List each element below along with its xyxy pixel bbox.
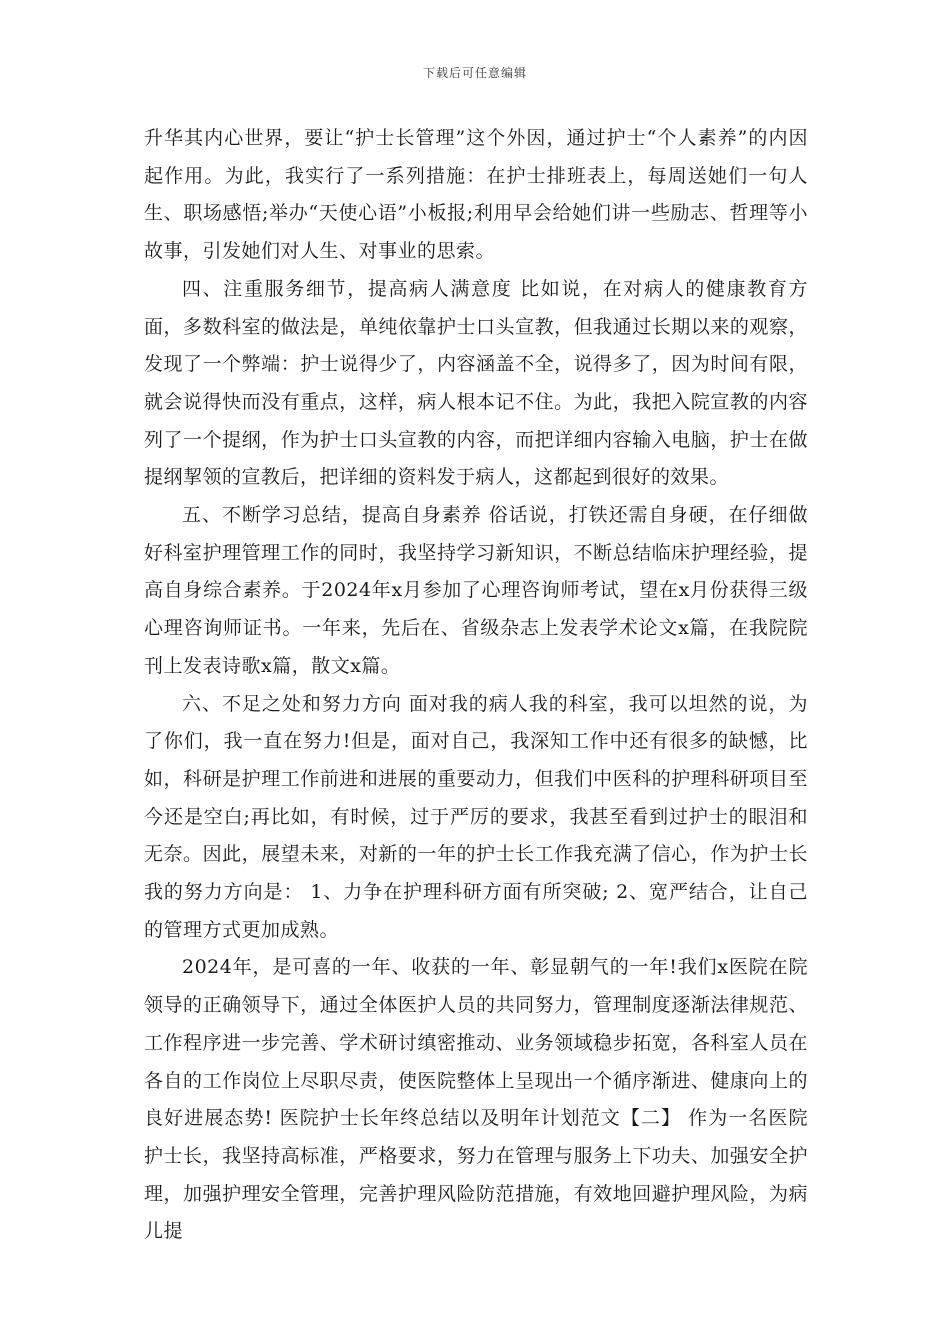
paragraph-2: 四、注重服务细节，提高病人满意度 比如说，在对病人的健康教育方面，多数科室的做法是，单纯依靠护士口头宣教，但我通过长期以来的观察，发现了一个弊端：护士说得少了，内容涵盖不全，说得多了，因为时间有限，就会说得快而没有重点，这样，病人根本记不住。为此，我把入院宣教的内容列了一个提纲，作为护士口头宣教的内容，而把详细内容输入电脑，护士在做提纲挈领的宣教后，把详细的资料发于病人，这都起到很好的效果。 bbox=[144, 277, 808, 489]
paragraph-4: 六、不足之处和努力方向 面对我的病人我的科室，我可以坦然的说，为了你们，我一直在努力!但是，面对自己，我深知工作中还有很多的缺憾，比如，科研是护理工作前进和进展的重要动力，但我们中医科的护理科研项目至今还是空白;再比如，有时候，过于严厉的要求，我甚至看到过护士的眼泪和无奈。因此，展望未来，对新的一年的护士长工作我充满了信心，作为护士长我的努力方向是： 1、力争在护理科研方面有所突破; 2、宽严结合，让自己的管理方式更加成熟。 bbox=[144, 692, 808, 941]
paragraph-1: 升华其内心世界，要让“护士长管理”这个外因，通过护士“个人素养”的内因起作用。为此，我实行了一系列措施：在护士排班表上，每周送她们一句人生、职场感悟;举办“天使心语”小板报;利用早会给她们讲一些励志、哲理等小故事，引发她们对人生、对事业的思索。 bbox=[144, 127, 808, 263]
paragraph-3: 五、不断学习总结，提高自身素养 俗话说，打铁还需自身硬，在仔细做好科室护理管理工作的同时，我坚持学习新知识，不断总结临床护理经验，提高自身综合素养。于2024年x月参加了心理咨询师考试，望在x月份获得三级心理咨询师证书。一年来，先后在、省级杂志上发表学术论文x篇，在我院院刊上发表诗歌x篇，散文x篇。 bbox=[144, 504, 808, 677]
paragraph-5: 2024年，是可喜的一年、收获的一年、彰显朝气的一年!我们x医院在院领导的正确领导下，通过全体医护人员的共同努力，管理制度逐渐法律规范、工作程序进一步完善、学术研讨缜密推动、业务领域稳步拓宽，各科室人员在各自的工作岗位上尽职尽责，使医院整体上呈现出一个循序渐进、健康向上的良好进展态势! 医院护士长年终总结以及明年计划范文【二】 作为一名医院护士长，我坚持高标准，严格要求，努力在管理与服务上下功夫、加强安全护理，加强护理安全管理，完善护理风险防范措施，有效地回避护理风险，为病儿提 bbox=[144, 956, 808, 1243]
document-body bbox=[144, 120, 808, 1251]
page-header-note: 下载后可任意编辑 bbox=[422, 66, 527, 80]
